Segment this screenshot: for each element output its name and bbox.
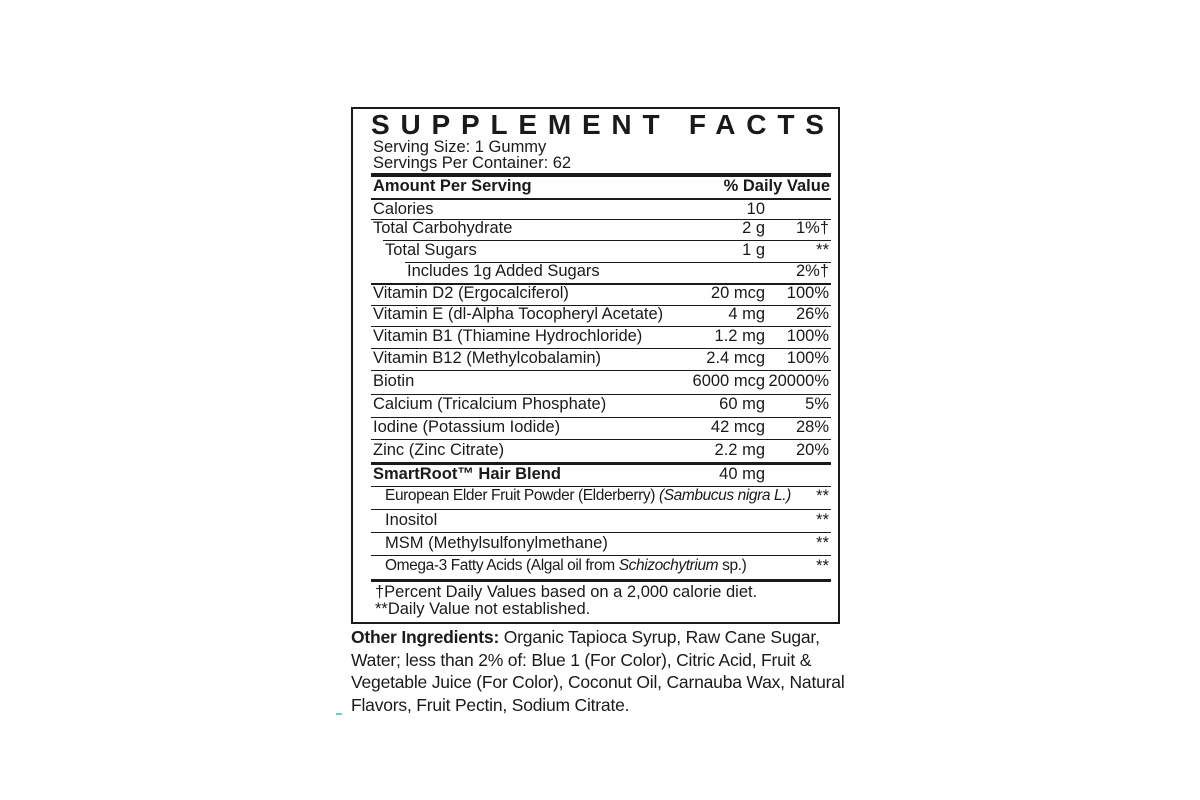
- blend-name: SmartRoot™ Hair Blend: [373, 465, 561, 483]
- blend-item-name: MSM (Methylsulfonylmethane): [385, 534, 608, 552]
- row-divider: [371, 555, 831, 556]
- amount-per-serving-label: Amount Per Serving: [373, 177, 532, 195]
- nutrient-name: Calcium (Tricalcium Phosphate): [373, 395, 607, 413]
- nutrient-name: Includes 1g Added Sugars: [407, 262, 600, 280]
- nutrient-dv: 28%: [795, 418, 829, 436]
- blend-item-dv: **: [816, 487, 829, 505]
- nutrient-amount: 6000 mcg: [692, 372, 765, 390]
- nutrient-dv: 2%†: [795, 262, 829, 280]
- nutrient-amount: 60 mg: [719, 395, 765, 413]
- row-divider: [371, 532, 831, 533]
- servings-per-container: Servings Per Container: 62: [373, 154, 572, 172]
- nutrient-amount: 1 g: [742, 241, 765, 259]
- blend-item-botanical: (Sambucus nigra L.): [658, 487, 791, 504]
- nutrient-name: Vitamin D2 (Ergocalciferol): [373, 284, 569, 302]
- nutrient-amount: 1.2 mg: [714, 327, 765, 345]
- blend-item-name: European Elder Fruit Powder (Elderberry): [385, 487, 656, 504]
- row-divider: [371, 370, 831, 371]
- nutrient-name: Zinc (Zinc Citrate): [373, 441, 505, 459]
- nutrient-name: Vitamin B1 (Thiamine Hydrochloride): [373, 327, 643, 345]
- nutrient-amount: 20 mcg: [710, 284, 765, 302]
- nutrient-dv: 100%: [786, 349, 829, 367]
- blend-amount: 40 mg: [719, 465, 765, 483]
- footnote-not-established: **Daily Value not established.: [375, 600, 591, 618]
- other-ingredients-text: Organic Tapioca Syrup, Raw Cane Sugar, Water; less than 2% of: Blue 1 (For Color), Citric Acid, Fruit & Vegetable Juice (For Color), Coconut Oil, Carnauba Wax, Natural Flavors, Fruit Pectin, Sodium Citrate.: [351, 627, 845, 715]
- nutrient-name: Total Sugars: [385, 241, 477, 259]
- daily-value-label: % Daily Value: [723, 177, 830, 195]
- nutrient-dv: **: [816, 241, 829, 259]
- nutrient-dv: 26%: [795, 305, 829, 323]
- blend-item-botanical: Schizochytrium: [618, 557, 719, 574]
- nutrient-dv: 20%: [795, 441, 829, 459]
- nutrient-name: Vitamin B12 (Methylcobalamin): [373, 349, 602, 367]
- footnote-daily-values: †Percent Daily Values based on a 2,000 calorie diet.: [375, 583, 758, 601]
- nutrient-amount: 42 mcg: [710, 418, 765, 436]
- nutrient-amount: 2.4 mcg: [706, 349, 765, 367]
- panel-title: SUPPLEMENT FACTS: [371, 109, 835, 140]
- nutrient-amount: 10: [746, 200, 765, 218]
- nutrient-amount: 2 g: [742, 219, 765, 237]
- blend-item-name: Inositol: [385, 511, 438, 529]
- nutrient-name: Calories: [373, 200, 434, 218]
- nutrient-name: Iodine (Potassium Iodide): [373, 418, 561, 436]
- other-ingredients: [351, 626, 851, 716]
- nutrient-name: Vitamin E (dl-Alpha Tocopheryl Acetate): [373, 305, 664, 323]
- nutrient-dv: 20000%: [768, 372, 829, 390]
- serving-size: Serving Size: 1 Gummy: [373, 138, 547, 156]
- blend-item-dv: **: [816, 557, 829, 575]
- other-ingredients-label: Other Ingredients:: [351, 627, 500, 647]
- row-divider: [371, 509, 831, 510]
- blend-item-dv: **: [816, 511, 829, 529]
- nutrient-dv: 100%: [786, 284, 829, 302]
- nutrient-amount: 2.2 mg: [714, 441, 765, 459]
- nutrient-dv: 5%: [805, 395, 829, 413]
- blend-item-dv: **: [816, 534, 829, 552]
- nutrient-amount: 4 mg: [728, 305, 765, 323]
- nutrient-dv: 100%: [786, 327, 829, 345]
- nutrient-name: Biotin: [373, 372, 415, 390]
- nutrient-dv: 1%†: [795, 219, 829, 237]
- blend-item-suffix: sp.): [718, 557, 747, 574]
- supplement-facts-panel: [351, 107, 840, 624]
- footnote-divider: [371, 579, 831, 582]
- nutrient-name: Total Carbohydrate: [373, 219, 513, 237]
- row-divider: [371, 439, 831, 440]
- decorative-mark: [336, 713, 342, 715]
- blend-item-name: Omega-3 Fatty Acids (Algal oil from: [385, 557, 619, 574]
